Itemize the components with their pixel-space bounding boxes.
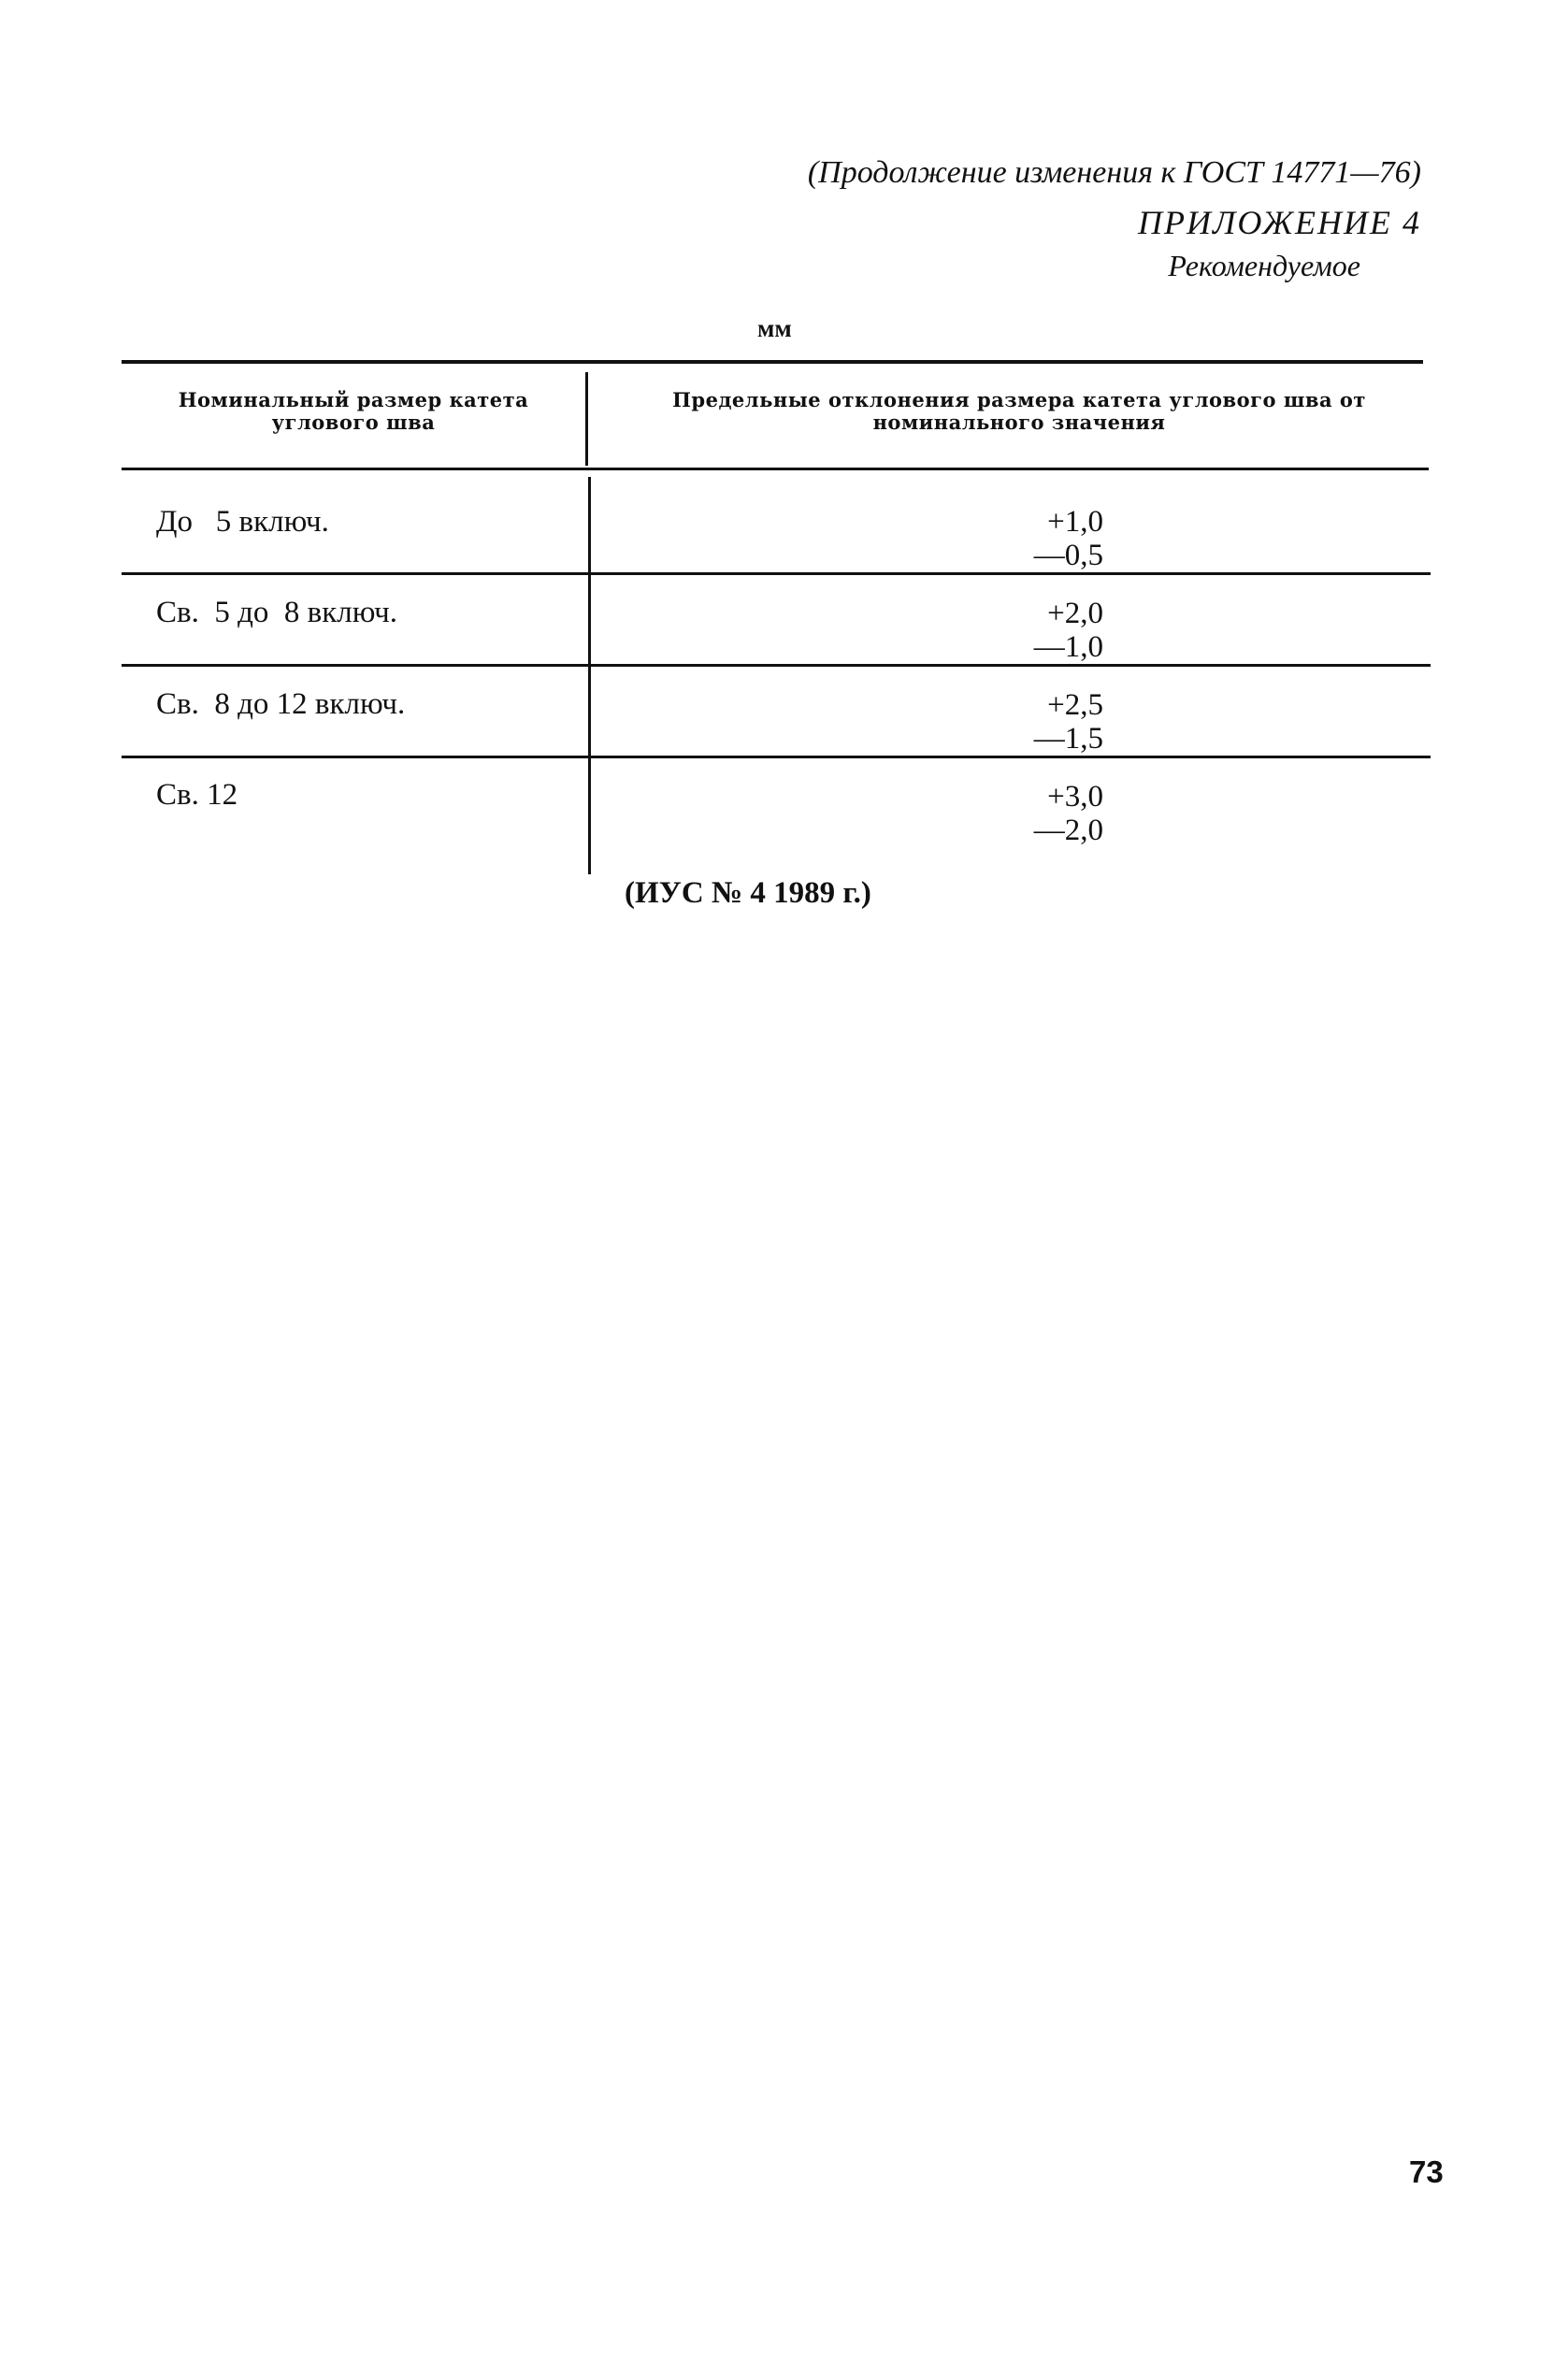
row-size-1: До 5 включ. (156, 505, 329, 539)
row-size-3: Св. 8 до 12 включ. (156, 687, 406, 721)
appendix-title: ПРИЛОЖЕНИЕ 4 (1138, 204, 1421, 241)
source-reference: (ИУС № 4 1989 г.) (625, 876, 871, 910)
row-tolerance-2 (935, 597, 1103, 664)
tolerance-plus: +2,5 (1047, 688, 1103, 722)
column-header-tolerance: Предельные отклонения размера катета углового шва от номинального значения (672, 388, 1366, 434)
continuation-note: (Продолжение изменения к ГОСТ 14771—76) (807, 155, 1421, 190)
table-top-rule (122, 360, 1423, 364)
tolerance-minus: —2,0 (1033, 814, 1103, 847)
table-units: мм (757, 314, 792, 342)
body-column-divider (588, 477, 591, 874)
tolerance-plus: +2,0 (1047, 597, 1103, 630)
tolerance-minus: —1,0 (1033, 630, 1103, 664)
column-header-nominal-size: Номинальный размер катета углового шва (178, 388, 529, 434)
header-bottom-rule (122, 468, 1429, 470)
header-column-divider (585, 372, 588, 466)
tolerance-plus: +3,0 (1047, 780, 1103, 814)
row-tolerance-1 (935, 505, 1103, 572)
row-separator (122, 572, 1431, 575)
tolerance-minus: —0,5 (1033, 539, 1103, 572)
page-number: 73 (1409, 2154, 1444, 2189)
appendix-status: Рекомендуемое (1168, 249, 1360, 282)
row-size-4: Св. 12 (156, 778, 238, 812)
row-tolerance-3 (935, 688, 1103, 756)
row-tolerance-4 (935, 780, 1103, 847)
tolerance-minus: —1,5 (1033, 722, 1103, 756)
row-size-2: Св. 5 до 8 включ. (156, 596, 397, 629)
row-separator (122, 756, 1431, 758)
row-separator (122, 664, 1431, 667)
tolerance-plus: +1,0 (1047, 505, 1103, 539)
